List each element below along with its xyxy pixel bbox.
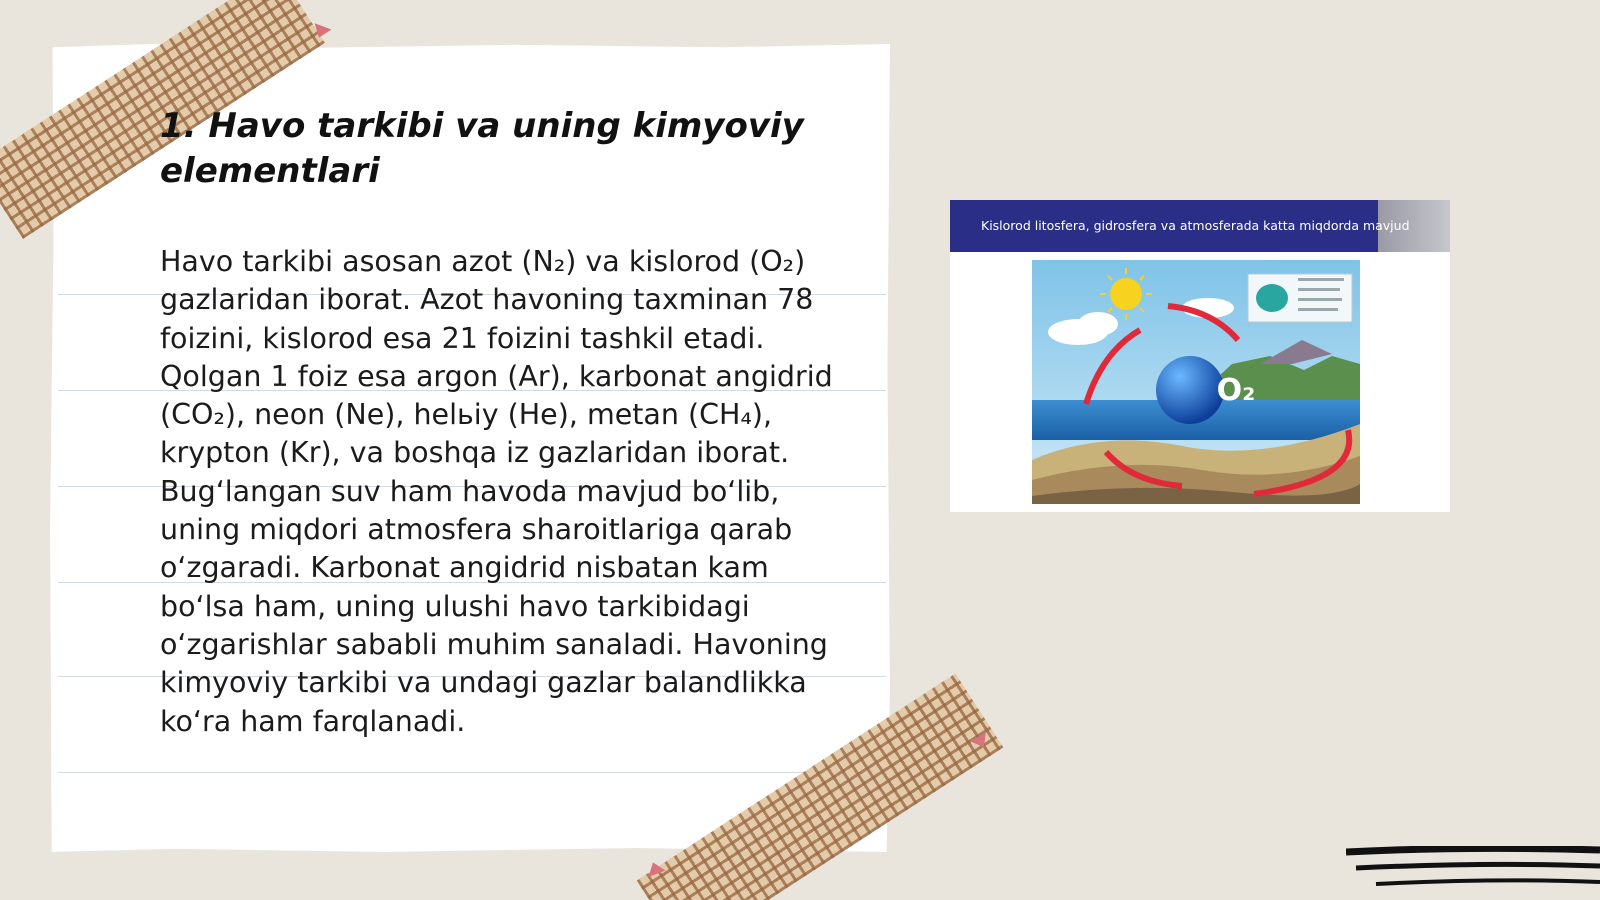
slide-body-text: Havo tarkibi asosan azot (N₂) va kislorod (O₂) gazlaridan iborat. Azot havoning taxminan 78 foizini, kislorod esa 21 foizini tashkil etadi. Qolgan 1 foiz esa argon (Ar), karbonat angidrid (CO₂), neon (Ne), helьiy (He), metan (CH₄), krypton (Kr), va boshqa iz gazlaridan iborat. Bugʻlangan suv ham havoda mavjud boʻlib, uning miqdori atmosfera sharoitlariga qarab oʻzgaradi. Karbonat angidrid nisbatan kam boʻlsa ham, uning ulushi havo tarkibidagi oʻzgarishlar sababli muhim sanaladi. Havoning kimyoviy tarkibi va undagi gazlar balandlikka koʻra ham farqlanadi. (160, 245, 833, 738)
slide-title: 1. Havo tarkibi va uning kimyoviy elementlari (160, 106, 804, 191)
sun-icon (1110, 278, 1142, 310)
oxygen-cycle-picture (950, 200, 1450, 512)
oxygen-label: O₂ (1216, 373, 1256, 408)
oxygen-cycle-illustration (1032, 260, 1360, 504)
picture-caption: Kislorod litosfera, gidrosfera va atmosferada katta miqdorda mavjud (981, 218, 1410, 233)
brush-strokes-decoration (1346, 846, 1600, 892)
paper-rule-line (58, 772, 886, 773)
